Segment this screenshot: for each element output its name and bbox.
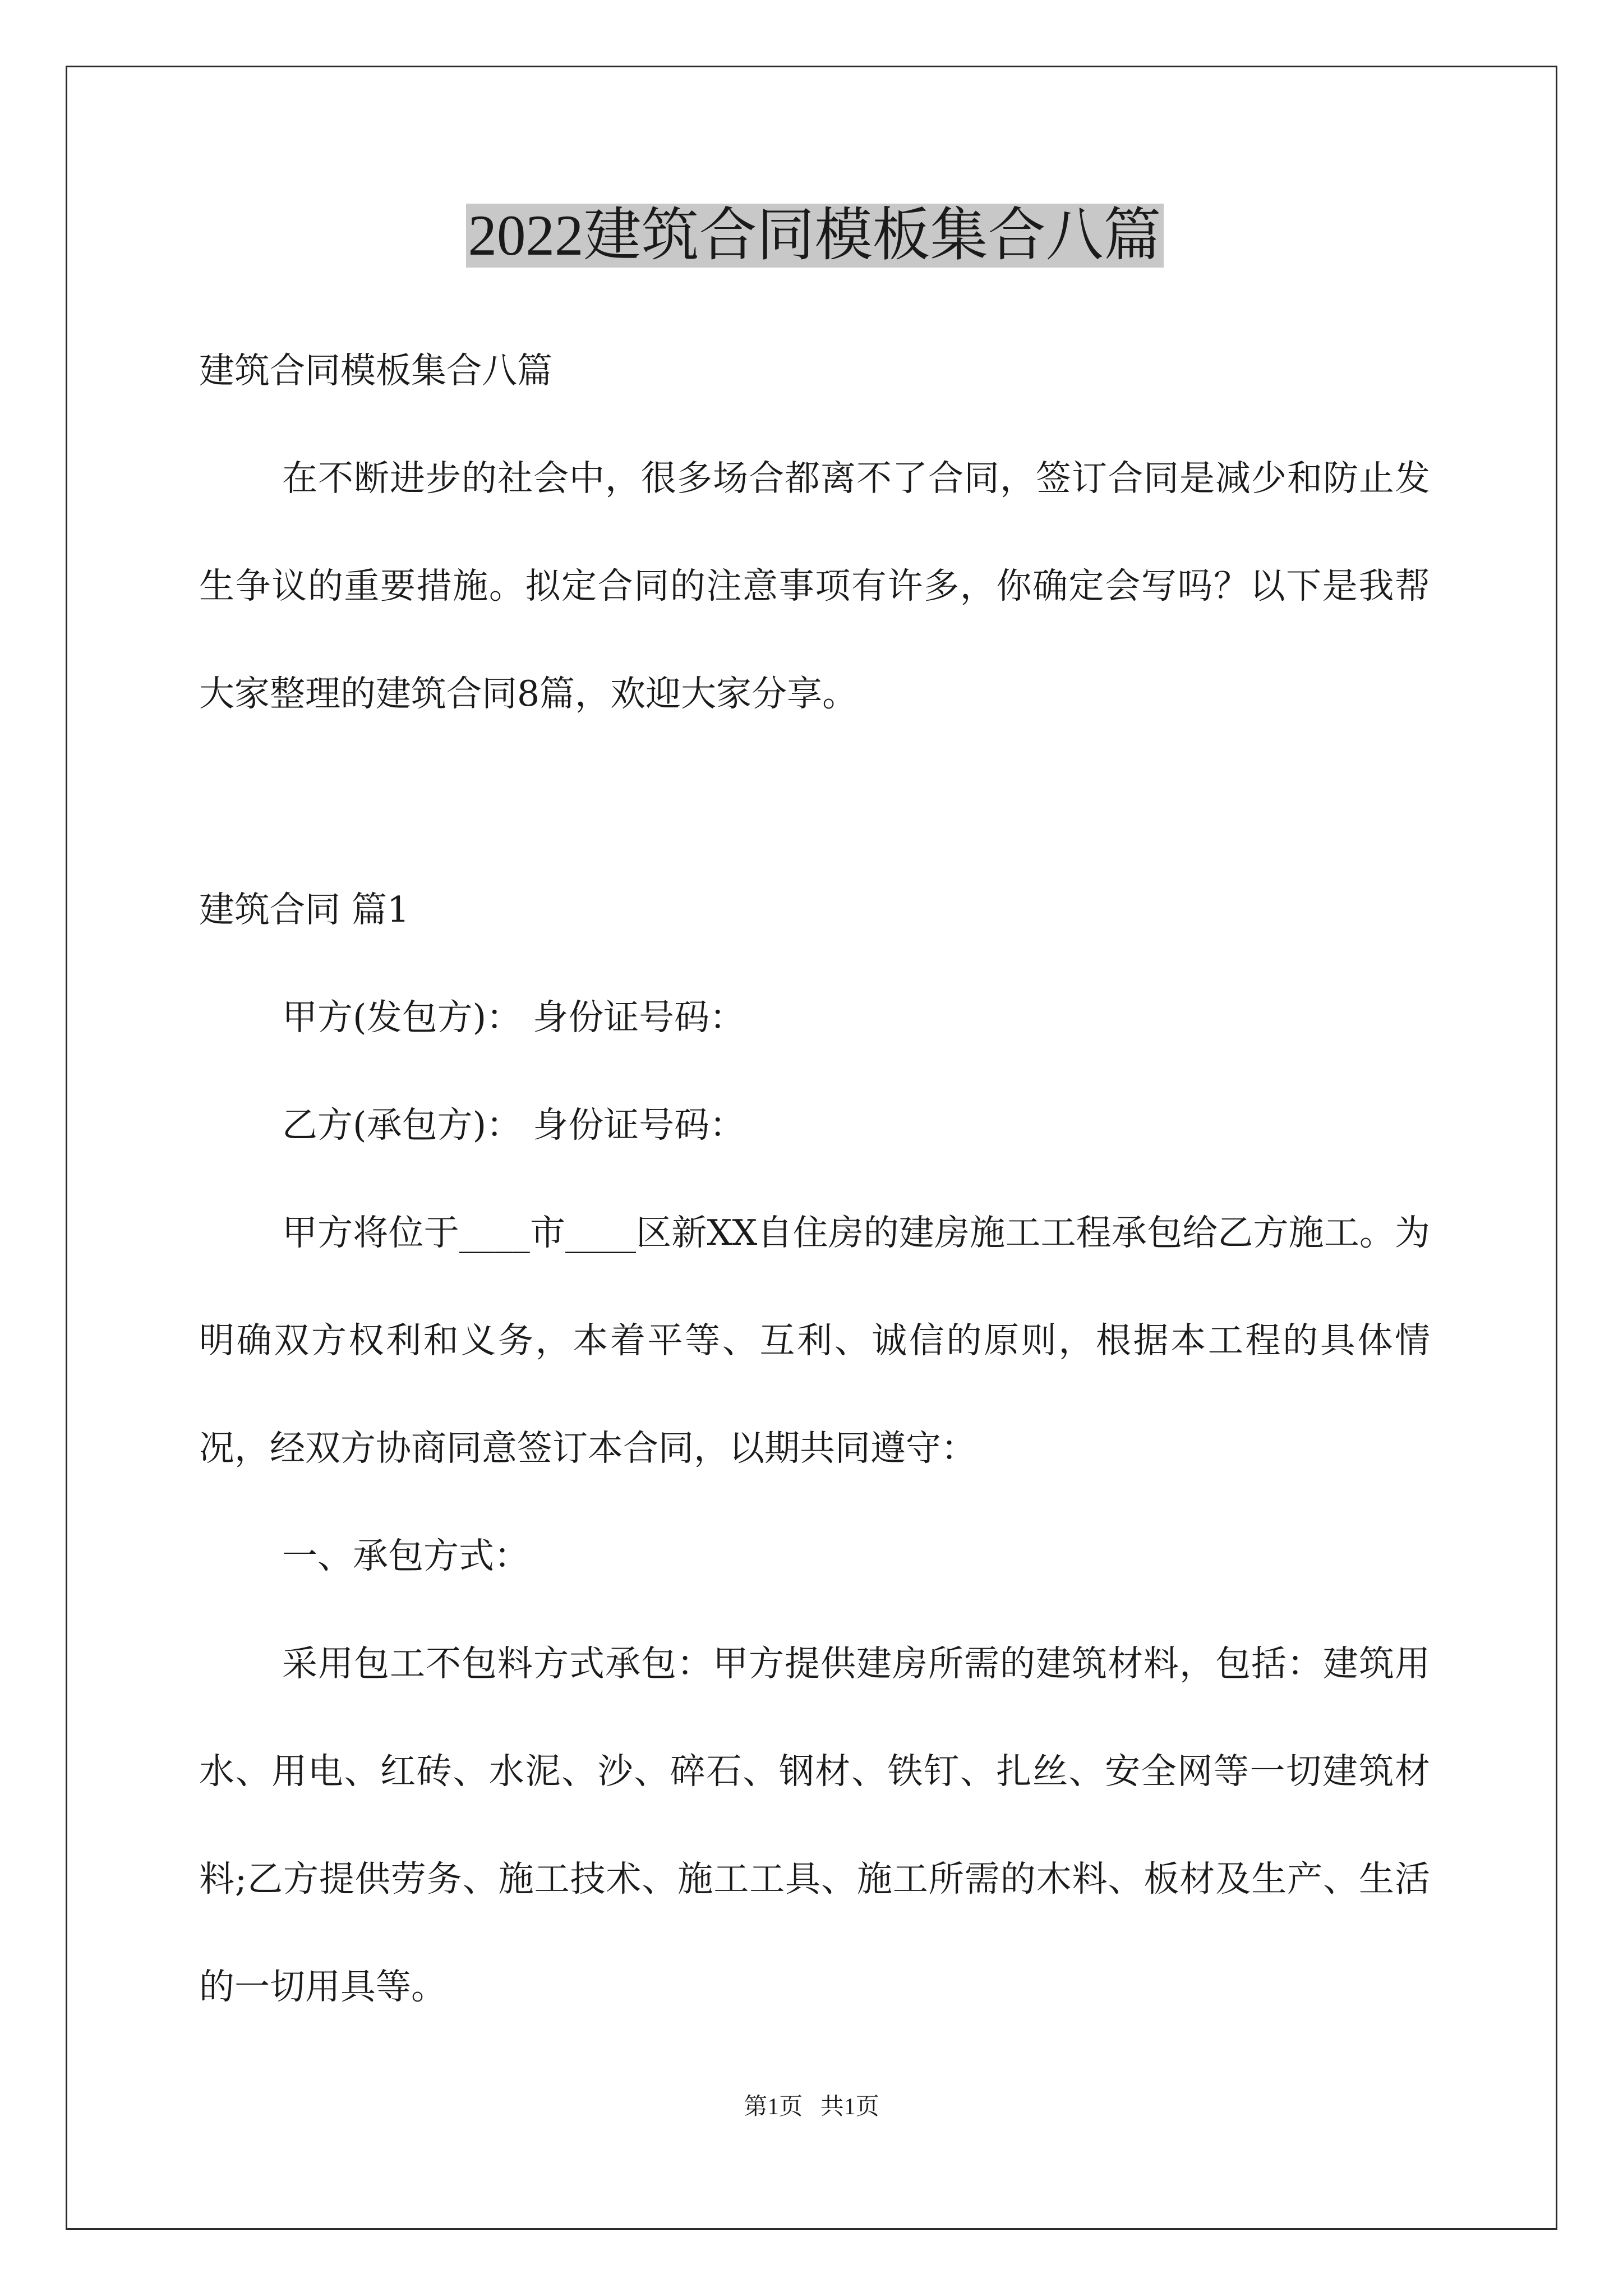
party-a-line: 甲方(发包方)： 身份证号码： — [282, 997, 745, 1038]
page-footer: 第1页 共1页 — [744, 2094, 879, 2120]
document-title-text: 2022建筑合同模板集合八篇 — [466, 204, 1164, 268]
section-heading: 建筑合同 篇1 — [199, 889, 410, 930]
clause-1-body: 采用包工不包料方式承包：甲方提供建房所需的建筑材料，包括：建筑用水、用电、红砖、水泥、沙、碎石、钢材、铁钉、扎丝、安全网等一切建筑材料;乙方提供劳务、施工技术、施工工具、施工所需的木料、板材及生产、生活的一切用具等。 — [199, 1643, 1430, 2007]
document-subtitle: 建筑合同模板集合八篇 — [199, 350, 552, 391]
clause-1-heading: 一、承包方式： — [282, 1535, 529, 1576]
document-title — [199, 196, 1430, 275]
party-b-line: 乙方(承包方)： 身份证号码： — [282, 1105, 745, 1145]
contract-intro-paragraph: 甲方将位于____市____区新XX自住房的建房施工工程承包给乙方施工。为明确双方权利和义务，本着平等、互利、诚信的原则，根据本工程的具体情况，经双方协商同意签订本合同，以期共同遵守： — [199, 1212, 1430, 1469]
intro-paragraph: 在不断进步的社会中，很多场合都离不了合同，签订合同是减少和防止发生争议的重要措施。拟定合同的注意事项有许多，你确定会写吗？以下是我帮大家整理的建筑合同8篇，欢迎大家分享。 — [199, 458, 1430, 714]
